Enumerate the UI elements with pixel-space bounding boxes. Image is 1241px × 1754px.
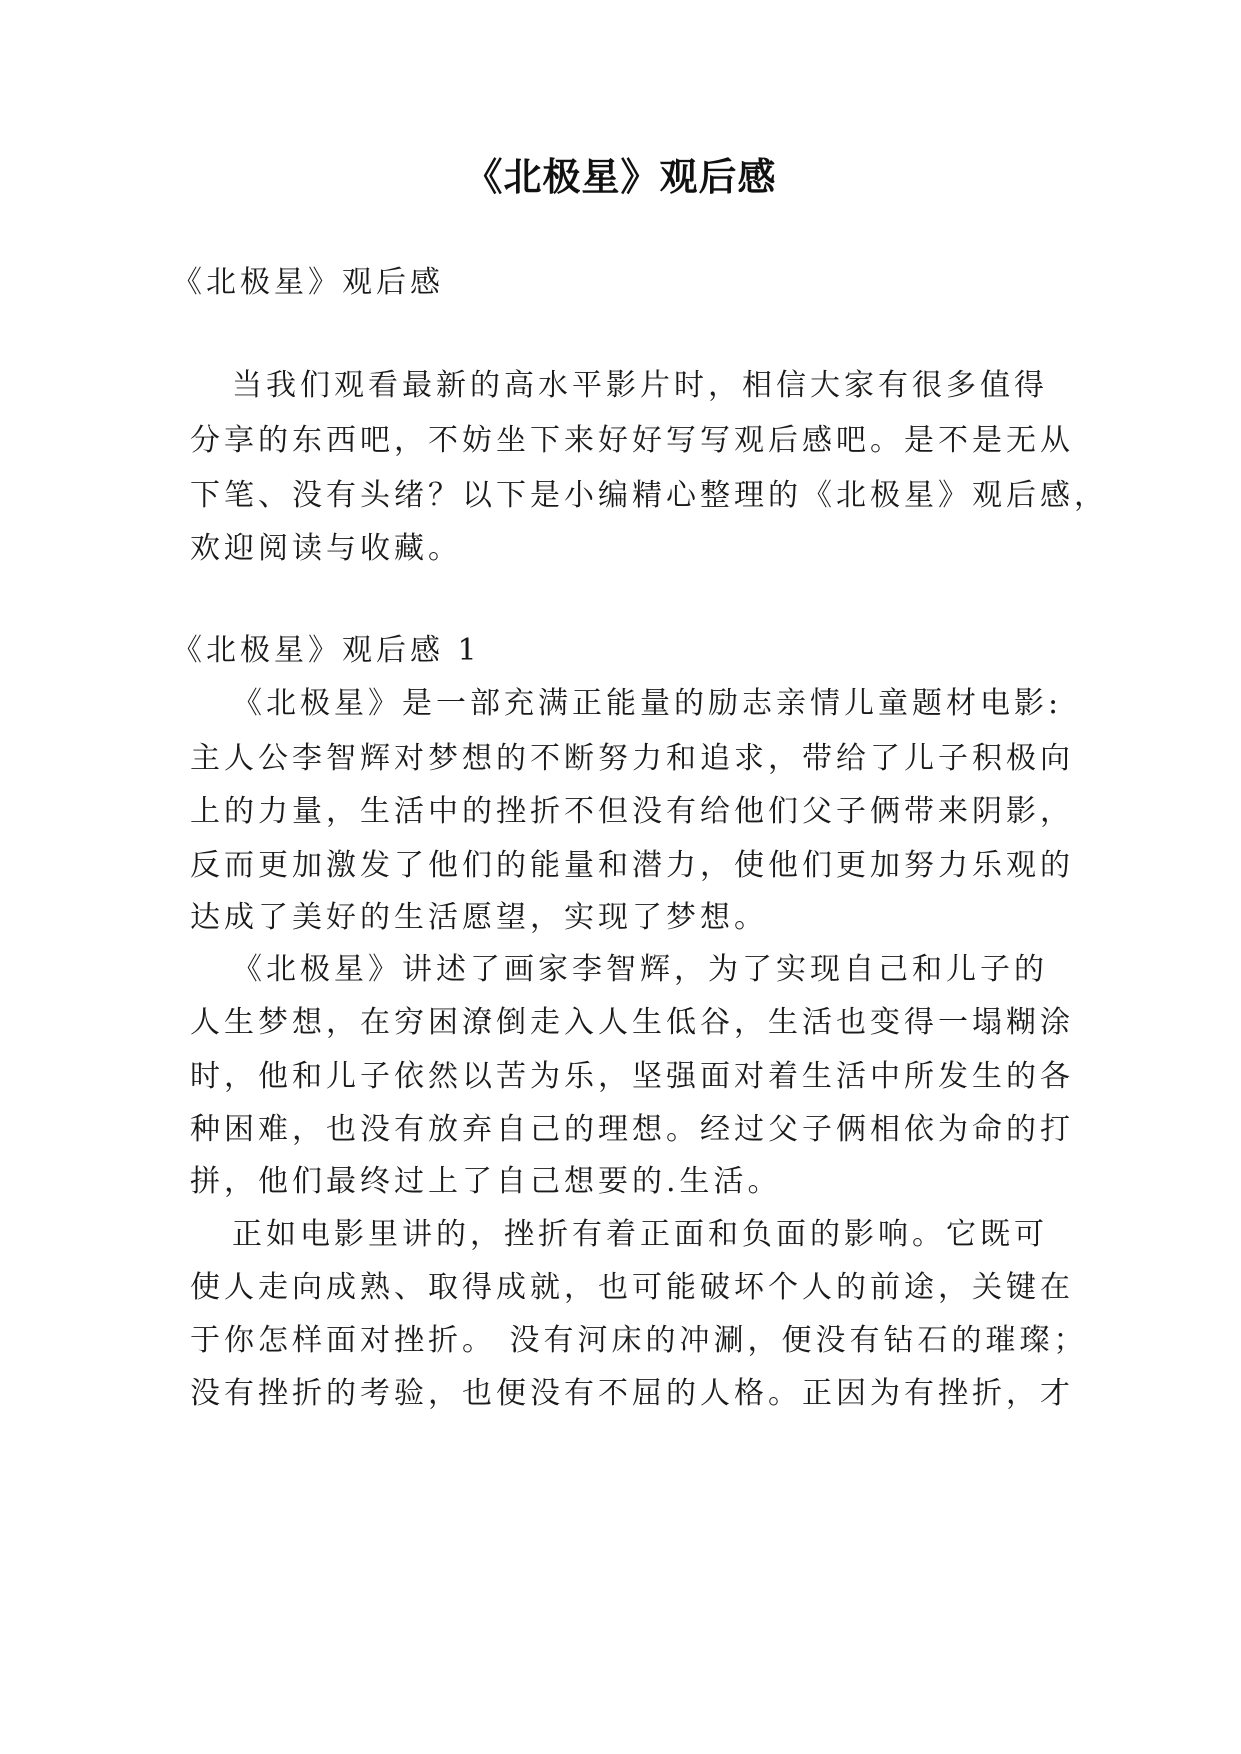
paragraph-line: 下笔、没有头绪？以下是小编精心整理的《北极星》观后感， bbox=[190, 478, 1108, 513]
paragraph-line: 人生梦想，在穷困潦倒走入人生低谷，生活也变得一塌糊涂 bbox=[190, 1005, 1074, 1040]
paragraph-line: 《北极星》讲述了画家李智辉，为了实现自己和儿子的 bbox=[232, 952, 1048, 987]
paragraph-line: 达成了美好的生活愿望，实现了梦想。 bbox=[190, 900, 768, 935]
document-title: 《北极星》观后感 bbox=[464, 154, 777, 199]
paragraph-line: 拼，他们最终过上了自己想要的.生活。 bbox=[190, 1164, 782, 1199]
paragraph-line: 没有挫折的考验，也便没有不屈的人格。正因为有挫折，才 bbox=[190, 1376, 1074, 1411]
document-subtitle: 《北极星》观后感 bbox=[172, 265, 444, 300]
paragraph-line: 分享的东西吧，不妨坐下来好好写写观后感吧。是不是无从 bbox=[190, 423, 1074, 458]
paragraph-line: 《北极星》是一部充满正能量的励志亲情儿童题材电影: bbox=[232, 686, 1063, 721]
paragraph-line: 反而更加激发了他们的能量和潜力，使他们更加努力乐观的 bbox=[190, 848, 1074, 883]
paragraph-line: 种困难，也没有放弃自己的理想。经过父子俩相依为命的打 bbox=[190, 1112, 1074, 1147]
paragraph-line: 使人走向成熟、取得成就，也可能破坏个人的前途，关键在 bbox=[190, 1270, 1074, 1305]
paragraph-line: 于你怎样面对挫折。 没有河床的冲涮，便没有钻石的璀璨； bbox=[190, 1323, 1088, 1358]
paragraph-line: 主人公李智辉对梦想的不断努力和追求，带给了儿子积极向 bbox=[190, 741, 1074, 776]
paragraph-line: 当我们观看最新的高水平影片时，相信大家有很多值得 bbox=[232, 368, 1048, 403]
paragraph-line: 欢迎阅读与收藏。 bbox=[190, 531, 462, 566]
paragraph-line: 上的力量，生活中的挫折不但没有给他们父子俩带来阴影， bbox=[190, 794, 1074, 829]
paragraph-line: 正如电影里讲的，挫折有着正面和负面的影响。它既可 bbox=[232, 1217, 1048, 1252]
section-heading: 《北极星》观后感 1 bbox=[172, 633, 481, 668]
paragraph-line: 时，他和儿子依然以苦为乐，坚强面对着生活中所发生的各 bbox=[190, 1059, 1074, 1094]
